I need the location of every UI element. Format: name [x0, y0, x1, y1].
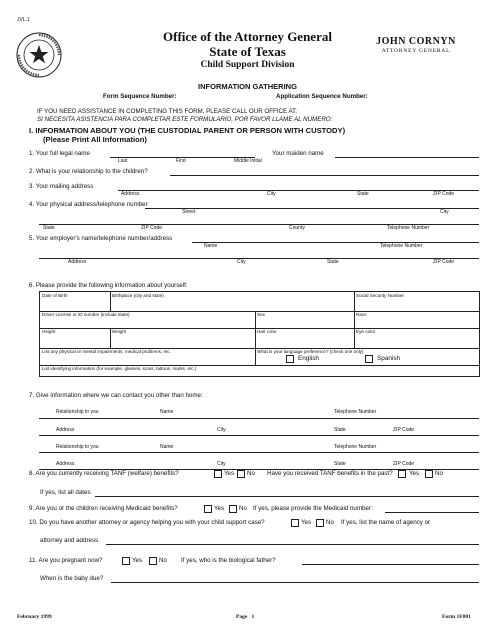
q11-no-label: No [159, 557, 167, 564]
spanish-checkbox[interactable] [365, 355, 373, 363]
q7-phone-caption-2: Telephone Number [334, 444, 377, 450]
ssn-field[interactable]: Social Security Number [356, 293, 404, 298]
q7-state-caption-1: State [334, 427, 346, 433]
footer-page [236, 614, 254, 620]
q7-address-caption-1: Address [56, 427, 75, 433]
section-title: I. INFORMATION ABOUT YOU (THE CUSTODIAL PARENT OR PERSON WITH CUSTODY) [29, 126, 346, 135]
q7-name-caption-1: Name [160, 409, 174, 415]
q4-county-caption: County [289, 225, 305, 231]
q8-past-yes-label: Yes [409, 470, 420, 477]
q4-zip-caption: ZIP Code [141, 225, 163, 231]
impairments-field[interactable]: List any physical or mental impairments, medical problems, etc. [42, 349, 171, 354]
language-label: What is your language preference? (check one only) [257, 349, 364, 354]
q10-follow-label: If yes, list the name of agency or [341, 519, 431, 526]
q4-label: 4. Your physical address/telephone number [29, 201, 148, 208]
q4-state-caption: State [43, 225, 55, 231]
form-sequence-label: Form Sequence Number: [103, 93, 177, 100]
footer-form-id: Form 1F001 [442, 614, 471, 620]
q2-line[interactable] [170, 175, 479, 176]
q1-last-caption: Last [118, 158, 128, 164]
q10-label: 10. Do you have another attorney or agency helping you with your child support case? [29, 519, 265, 526]
q5-phone-caption: Telephone Number [380, 243, 423, 249]
q8-label: 8. Are you currently receiving TANF (welfare) benefits? [29, 470, 179, 477]
office-title: Office of the Attorney General [163, 29, 332, 44]
race-field[interactable]: Race [356, 312, 367, 317]
english-label: English [298, 355, 319, 362]
q9-yes-checkbox[interactable] [204, 505, 212, 513]
q1-first-caption: First [176, 158, 186, 164]
q5-city-caption: City [237, 259, 246, 265]
texas-seal [16, 32, 62, 78]
q9-no-checkbox[interactable] [229, 505, 237, 513]
q3-city-caption: City [267, 191, 276, 197]
identifying-marks-field[interactable]: List identifying information (for example, glasses, scars, tattoos, marks, etc.) [42, 366, 197, 371]
q1-label: 1. Your full legal name [29, 150, 90, 157]
q3-zip-caption: ZIP Code [433, 191, 455, 197]
q10-no-label: No [326, 519, 334, 526]
q7-zip-caption-2: ZIP Code [393, 461, 415, 467]
q5-zip-caption: ZIP Code [433, 259, 455, 265]
corner-mark: JVL.1 [17, 17, 30, 23]
q7-city-caption-2: City [217, 461, 226, 467]
q7-name-caption-2: Name [160, 444, 174, 450]
q9-label: 9. Are you or the children receiving Medicaid benefits? [29, 505, 178, 512]
q11-yes-label: Yes [132, 557, 143, 564]
q5-label: 5. Your employer's name/telephone number/address [29, 235, 173, 242]
state-title: State of Texas [209, 44, 286, 59]
q1-maiden-label: Your maiden name [272, 150, 324, 157]
ag-name: JOHN CORNYN [376, 36, 456, 47]
footer-page-number: 1 [251, 614, 255, 620]
weight-field[interactable]: Weight [112, 329, 127, 334]
birthplace-field[interactable]: Birthplace (city and state) [112, 293, 164, 298]
q8-past-yes-checkbox[interactable] [398, 470, 406, 478]
q3-line[interactable] [118, 190, 479, 191]
app-sequence-label: Application Sequence Number: [276, 93, 368, 100]
q10-attorney-label: attorney and address [40, 537, 99, 544]
q7-state-caption-2: State [334, 461, 346, 467]
q11-due-label: When is the baby due? [40, 575, 104, 582]
height-field[interactable]: Height [42, 329, 56, 334]
license-field[interactable]: Driver License or ID number (include state) [42, 312, 130, 317]
hair-field[interactable]: Hair color [257, 329, 277, 334]
q4-phone-caption: Telephone Number [387, 225, 430, 231]
q10-no-checkbox[interactable] [316, 519, 324, 527]
division-title: Child Support Division [200, 60, 295, 70]
q10-yes-checkbox[interactable] [291, 519, 299, 527]
personal-info-grid [39, 291, 480, 377]
q8-past-label: Have you received TANF benefits in the past? [267, 470, 393, 477]
q7-zip-caption-1: ZIP Code [393, 427, 415, 433]
q3-state-caption: State [357, 191, 369, 197]
q4-street-caption: Street [182, 209, 196, 215]
q8-yes-label: Yes [224, 470, 235, 477]
q11-no-checkbox[interactable] [149, 557, 157, 565]
q11-due-line[interactable] [111, 582, 479, 583]
q11-yes-checkbox[interactable] [122, 557, 130, 565]
footer-date: February 1999 [17, 614, 52, 620]
q7-line3[interactable] [39, 452, 479, 453]
q5-line1[interactable] [192, 242, 479, 243]
q11-follow-label: If yes, who is the biological father? [181, 557, 276, 564]
q10-attorney-line[interactable] [106, 544, 479, 545]
q3-label: 3. Your mailing address [29, 183, 94, 190]
q7-address-caption-2: Address [56, 461, 75, 467]
q8-past-no-label: No [435, 470, 443, 477]
dob-field[interactable]: Date of Birth [42, 293, 68, 298]
q11-label: 11. Are you pregnant now? [29, 557, 103, 564]
q9-medicaid-line[interactable] [385, 512, 479, 513]
q9-no-label: No [239, 505, 247, 512]
q5-line2[interactable] [39, 258, 479, 259]
q1-maiden-line[interactable] [335, 157, 479, 158]
q9-follow-label: If yes, please provide the Medicaid number: [253, 505, 373, 512]
q7-line2[interactable] [39, 435, 479, 436]
eye-field[interactable]: Eye color [356, 329, 376, 334]
q6-label: 6. Please provide the following information about yourself: [29, 282, 188, 289]
q1-middle-caption: Middle Initial [234, 158, 262, 164]
q8-dates-label: If yes, list all dates [40, 489, 91, 496]
assist-spanish: SI NECESITA ASISTENCIA PARA COMPLETAR ESTE FORMULARIO, POR FAVOR LLAME AL NUMERO: [37, 116, 333, 123]
q8-no-label: No [247, 470, 255, 477]
q11-father-line[interactable] [302, 564, 479, 565]
q7-label: 7. Give information where we can contact you other than home: [29, 392, 203, 399]
spanish-label: Spanish [377, 355, 401, 362]
q5-address-caption: Address [68, 259, 87, 265]
footer-page-label: Page [236, 614, 248, 620]
q5-name-caption: Name [204, 243, 218, 249]
q8-past-no-checkbox[interactable] [425, 470, 433, 478]
q4-city-caption: City [440, 209, 449, 215]
section-subtitle: (Please Print All Information) [43, 135, 147, 144]
q9-yes-label: Yes [214, 505, 225, 512]
q7-city-caption-1: City [217, 427, 226, 433]
q7-rel-caption-2: Relationship to you [56, 444, 99, 450]
ag-title: ATTORNEY GENERAL [381, 48, 451, 54]
q8-yes-checkbox[interactable] [214, 470, 222, 478]
q10-yes-label: Yes [301, 519, 312, 526]
sex-field[interactable]: Sex [257, 312, 265, 317]
q8-no-checkbox[interactable] [237, 470, 245, 478]
q8-dates-line[interactable] [95, 496, 479, 497]
q5-state-caption: State [327, 259, 339, 265]
form-title: INFORMATION GATHERING [198, 82, 297, 91]
english-checkbox[interactable] [286, 355, 294, 363]
q7-rel-caption-1: Relationship to you [56, 409, 99, 415]
assist-english: IF YOU NEED ASSISTANCE IN COMPLETING THIS FORM, PLEASE CALL OUR OFFICE AT: [37, 108, 297, 115]
q7-line1[interactable] [39, 418, 479, 419]
q3-address-caption: Address [121, 191, 140, 197]
q2-label: 2. What is your relationship to the children? [29, 168, 148, 175]
q7-phone-caption-1: Telephone Number [334, 409, 377, 415]
